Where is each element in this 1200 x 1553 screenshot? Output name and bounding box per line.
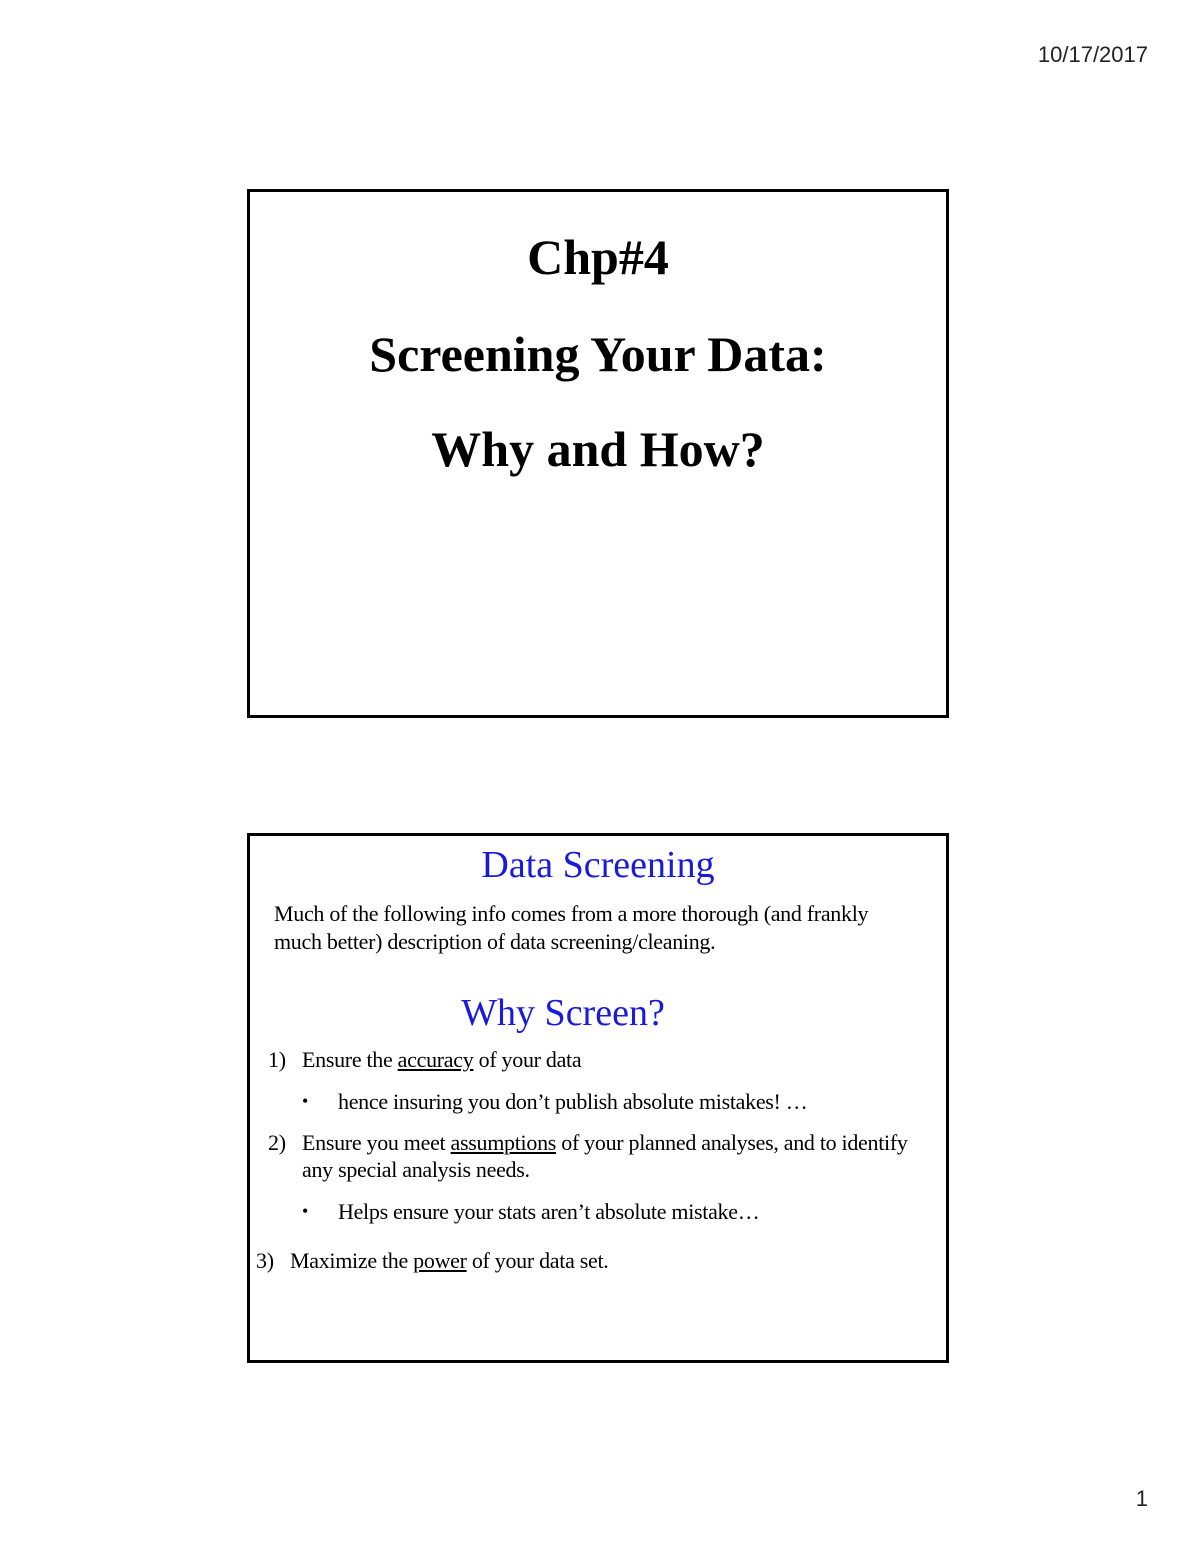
intro-paragraph: Much of the following info comes from a more thorough (and frankly much better) description of data screening/cleaning. bbox=[274, 901, 869, 954]
list-number: 2) bbox=[268, 1130, 286, 1155]
bullet-dot: • bbox=[302, 1091, 309, 1111]
slide-subheading: Why Screen? bbox=[461, 992, 665, 1034]
list-text: Ensure the accuracy of your data bbox=[302, 1047, 582, 1072]
chapter-subtitle: Why and How? bbox=[431, 421, 765, 477]
page-number: 1 bbox=[1135, 1486, 1148, 1511]
bullet-text: Helps ensure your stats aren’t absolute mistake… bbox=[338, 1199, 760, 1224]
list-number: 3) bbox=[256, 1248, 274, 1273]
underlined-term: accuracy bbox=[397, 1047, 474, 1072]
page-date: 10/17/2017 bbox=[1037, 42, 1148, 67]
bullet-text: hence insuring you don’t publish absolute mistakes! … bbox=[338, 1089, 808, 1114]
list-item bbox=[268, 1129, 918, 1185]
list-number: 1) bbox=[268, 1047, 286, 1072]
bullet-dot: • bbox=[302, 1201, 309, 1221]
underlined-term: assumptions bbox=[450, 1130, 557, 1155]
slide-data-screening bbox=[247, 833, 949, 1363]
chapter-title: Screening Your Data: bbox=[369, 326, 827, 382]
list-text: Ensure you meet assumptions of your planned analyses, and to identify any special analysis needs. bbox=[302, 1130, 908, 1182]
slide-title bbox=[247, 189, 949, 718]
underlined-term: power bbox=[413, 1248, 467, 1273]
chapter-number: Chp#4 bbox=[527, 229, 669, 285]
list-text: Maximize the power of your data set. bbox=[290, 1248, 609, 1273]
slide-heading: Data Screening bbox=[481, 844, 715, 886]
